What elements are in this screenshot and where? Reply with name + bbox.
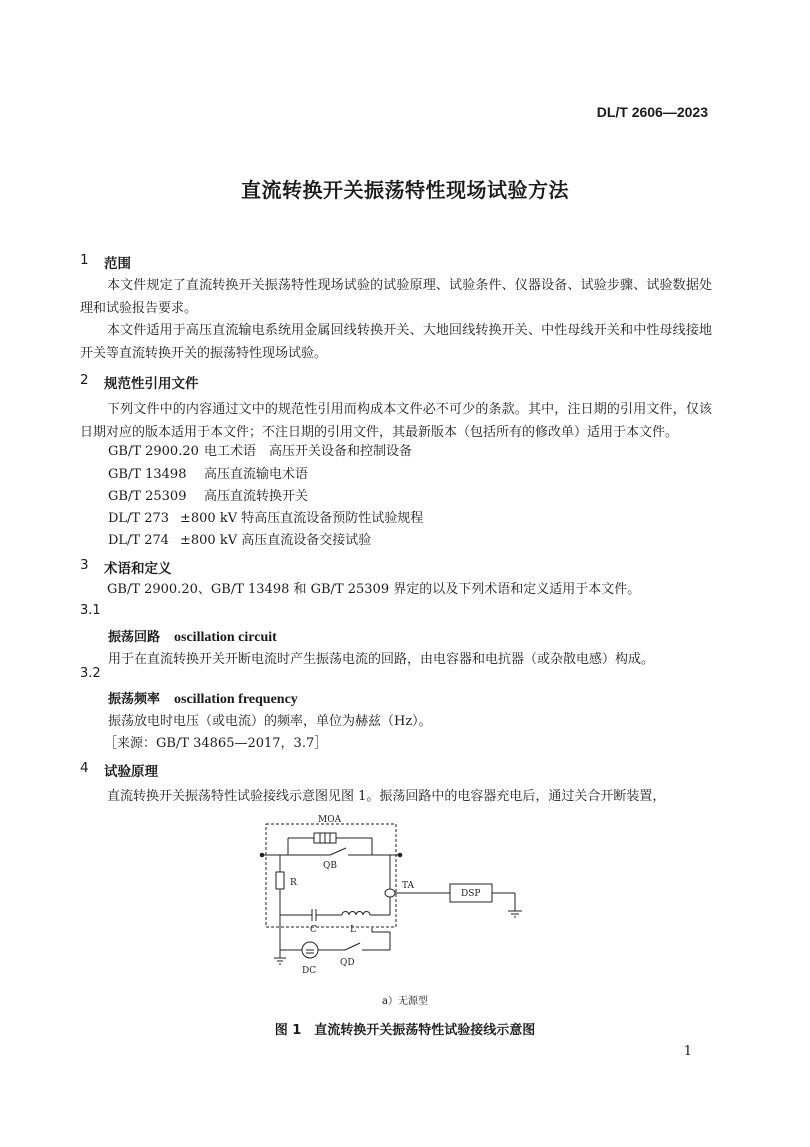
term-entry xyxy=(108,688,298,708)
section-title: 规范性引用文件 xyxy=(104,376,199,392)
section-1-paragraph-1: 本文件规定了直流转换开关振荡特性现场试验的试验原理、试验条件、仪器设备、试验步骤、试验数据处理和试验报告要求。 xyxy=(80,278,712,316)
reference-title: ±800 kV 高压直流设备交接试验 xyxy=(180,533,372,548)
section-2-heading xyxy=(0,372,810,392)
reference-item xyxy=(108,463,308,482)
reference-item xyxy=(108,485,308,504)
section-4-heading xyxy=(0,760,810,780)
label-moa: MOA xyxy=(318,815,342,825)
reference-title: 电工术语 高压开关设备和控制设备 xyxy=(204,444,413,459)
section-2-paragraph-1: 下列文件中的内容通过文中的规范性引用而构成本文件必不可少的条款。其中，注日期的引用文件，仅该日期对应的版本适用于本文件；不注日期的引用文件，其最新版本（包括所有的修改单）适用于本文件。 xyxy=(80,402,712,440)
section-1-heading xyxy=(0,252,810,272)
term-definition: 用于在直流转换开关开断电流时产生振荡电流的回路，由电容器和电抗器（或杂散电感）构成。 xyxy=(108,652,655,667)
document-code: DL/T 2606—2023 xyxy=(596,104,708,120)
device-boundary xyxy=(266,824,396,927)
resistor-icon xyxy=(276,872,284,889)
current-transformer-icon xyxy=(385,889,395,897)
circuit-diagram xyxy=(250,810,540,985)
ground-icon xyxy=(508,911,522,917)
section-number: 3 xyxy=(80,557,89,573)
label-ta: TA xyxy=(402,881,415,891)
reference-title: 高压直流输电术语 xyxy=(204,467,309,482)
switch-qb-icon xyxy=(330,848,346,855)
inductor-icon xyxy=(342,912,370,916)
reference-code: DL/T 274 xyxy=(108,533,170,548)
switch-qd-icon xyxy=(345,943,360,950)
figure-subcaption: a）无源型 xyxy=(381,996,429,1007)
term-zh: 振荡频率 xyxy=(108,692,161,707)
section-4-paragraph-1: 直流转换开关振荡特性试验接线示意图见图 1。振荡回路中的电容器充电后，通过关合开断装置， xyxy=(107,789,666,804)
term-definition: 振荡放电时电压（或电流）的频率，单位为赫兹（Hz）。 xyxy=(108,714,432,729)
section-1-paragraph-2: 本文件适用于高压直流输电系统用金属回线转换开关、大地回线转换开关、中性母线开关和中性母线接地开关等直流转换开关的振荡特性现场试验。 xyxy=(80,323,712,361)
reference-item xyxy=(108,507,423,526)
label-qd: QD xyxy=(340,958,355,968)
term-en: oscillation circuit xyxy=(174,630,277,645)
section-title: 试验原理 xyxy=(104,764,158,780)
section-3-paragraph-1: GB/T 2900.20、GB/T 13498 和 GB/T 25309 界定的以及下列术语和定义适用于本文件。 xyxy=(107,582,641,597)
section-number: 2 xyxy=(80,372,89,388)
clause-number: 3.2 xyxy=(80,666,101,681)
term-zh: 振荡回路 xyxy=(108,630,161,645)
terminal-icon xyxy=(398,853,402,857)
reference-code: DL/T 273 xyxy=(108,511,170,526)
ground-icon xyxy=(274,958,286,964)
label-l: L xyxy=(350,925,356,935)
term-en: oscillation frequency xyxy=(174,692,298,707)
label-r: R xyxy=(290,878,297,888)
reference-item xyxy=(108,529,371,548)
term-source: ［来源：GB/T 34865—2017，3.7］ xyxy=(104,736,328,751)
section-number: 4 xyxy=(80,760,89,776)
document-title: 直流转换开关振荡特性现场试验方法 xyxy=(241,178,569,202)
reference-item xyxy=(108,440,412,459)
section-title: 术语和定义 xyxy=(104,561,172,577)
term-entry xyxy=(108,626,277,646)
reference-code: GB/T 2900.20 xyxy=(108,444,199,459)
section-number: 1 xyxy=(80,252,89,268)
label-dc: DC xyxy=(302,966,317,976)
capacitor-icon xyxy=(312,909,316,921)
label-qb: QB xyxy=(323,861,337,871)
page-number: 1 xyxy=(683,1044,692,1059)
reference-title: ±800 kV 特高压直流设备预防性试验规程 xyxy=(180,511,424,526)
reference-code: GB/T 13498 xyxy=(108,467,187,482)
section-title: 范围 xyxy=(104,256,131,272)
reference-code: GB/T 25309 xyxy=(108,489,187,504)
clause-number: 3.1 xyxy=(80,603,101,618)
figure-caption: 图 1 直流转换开关振荡特性试验接线示意图 xyxy=(274,1023,536,1038)
label-dsp: DSP xyxy=(461,889,481,899)
reference-title: 高压直流转换开关 xyxy=(204,489,309,504)
label-c: C xyxy=(310,925,317,935)
section-3-heading xyxy=(0,557,810,577)
